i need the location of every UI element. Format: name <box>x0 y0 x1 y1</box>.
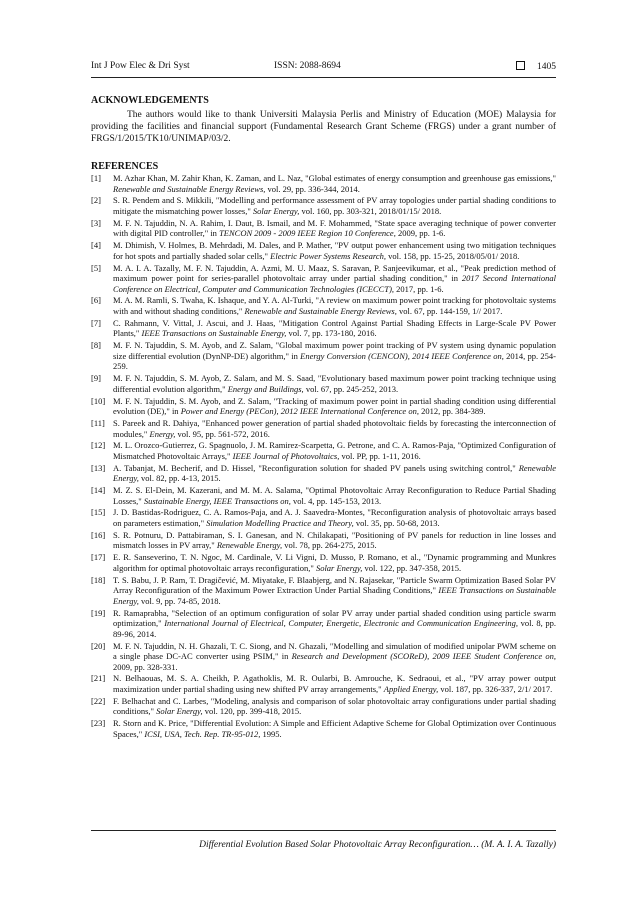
reference-item <box>91 641 556 673</box>
reference-details: vol. 7, pp. 173-180, 2016. <box>286 328 377 339</box>
reference-details: vol. 67, pp. 144-159, 1// 2017. <box>396 306 503 317</box>
reference-details: vol. PP, pp. 1-11, 2016. <box>339 450 421 461</box>
reference-number: [19] <box>91 607 106 618</box>
reference-number: [1] <box>91 173 101 183</box>
acknowledgements-heading: ACKNOWLEDGEMENTS <box>91 95 209 106</box>
reference-venue: Simulation Modelling Practice and Theory, <box>206 518 354 529</box>
reference-venue: IEEE Transactions on Sustainable Energy, <box>113 585 556 606</box>
reference-details: vol. 29, pp. 336-344, 2014. <box>265 183 360 194</box>
reference-item <box>91 318 556 339</box>
reference-item <box>91 552 556 573</box>
reference-item <box>91 608 556 640</box>
references-heading: REFERENCES <box>91 161 159 172</box>
checkbox-icon <box>516 61 525 70</box>
reference-number: [9] <box>91 373 101 384</box>
reference-venue: Energy Conversion (CENCON), 2014 IEEE Conference on <box>300 350 502 361</box>
page-header <box>91 61 556 75</box>
reference-details: vol. 9, pp. 74-85, 2018. <box>138 595 221 606</box>
reference-text: M. F. N. Tajuddin, S. M. Ayob, and Z. Salam, "Tracking of maximum power point in partial shading condition using differential evolution (DE)," in <box>113 395 556 417</box>
reference-details: vol. 120, pp. 399-418, 2015. <box>202 706 302 717</box>
reference-item <box>91 485 556 506</box>
reference-text: M. F. N. Tajuddin, N. A. Rahim, I. Daut, B. Ismail, and M. F. Mohammed, "State space averaging technique of power converter with digital PID controller," in <box>113 217 556 239</box>
page-number: 1405 <box>537 62 556 72</box>
reference-number: [5] <box>91 262 101 273</box>
reference-text: A. Tabanjat, M. Becherif, and D. Hissel, "Reconfiguration solution for shaded PV panels using switching control," <box>113 462 519 473</box>
reference-text: M. F. N. Tajuddin, S. M. Ayob, Z. Salam, and M. S. Saad, "Evolutionary based maximum power point tracking technique using differential evolution algorithm," <box>113 373 556 394</box>
reference-text: F. Belhachat and C. Larbes, "Modeling, analysis and comparison of solar photovoltaic array configurations under partial shading conditions," <box>113 695 556 717</box>
reference-venue: Solar Energy, <box>252 205 300 216</box>
reference-details: vol. 160, pp. 303-321, 2018/01/15/ 2018. <box>299 205 442 216</box>
reference-details: vol. 122, pp. 347-358, 2015. <box>362 562 462 573</box>
reference-number: [3] <box>91 217 101 228</box>
acknowledgements-text: The authors would like to thank Universiti Malaysia Perlis and Ministry of Education (MOE) Malaysia for providing the facilities and financial support (Fundamental Research Grant Scheme (FRGS) under a grant number of FRGS/1/2015/TK10/UNIMAP/03/2. <box>91 110 556 144</box>
reference-number: [21] <box>91 673 106 684</box>
reference-venue: Sustainable Energy, IEEE Transactions on, <box>143 495 291 506</box>
reference-text: M. L. Orozco-Gutierrez, G. Spagnuolo, J. M. Ramirez-Scarpetta, G. Petrone, and C. A. Ramos-Paja, "Optimized Configuration of Mismatched Photovoltaic Arrays," <box>113 440 556 461</box>
reference-venue: Renewable Energy, <box>113 462 556 484</box>
reference-venue: Renewable and Sustainable Energy Reviews, <box>113 183 266 194</box>
reference-number: [7] <box>91 317 101 328</box>
reference-text: M. A. M. Ramli, S. Twaha, K. Ishaque, and Y. A. Al-Turki, "A review on maximum power point tracking for photovoltaic systems with and without shading conditions," <box>113 295 556 317</box>
reference-details: vol. 4, pp. 145-153, 2013. <box>290 495 382 506</box>
reference-item <box>91 373 556 394</box>
reference-number: [20] <box>91 640 106 651</box>
reference-details: vol. 35, pp. 50-68, 2013. <box>353 518 440 529</box>
reference-number: [18] <box>91 574 106 585</box>
reference-venue: Research and Development (SCOReD), 2009 IEEE Student Conference on <box>291 651 554 662</box>
reference-item <box>91 295 556 316</box>
reference-details: vol. 78, pp. 264-275, 2015. <box>282 540 377 551</box>
reference-item <box>91 673 556 694</box>
reference-number: [11] <box>91 417 105 428</box>
reference-text: N. Belhaouas, M. S. A. Cheikh, P. Agathoklis, M. R. Oularbi, B. Amrouche, K. Sedraoui, et al., "PV array power output maximization under partial shading using new shifted PV array arrangements," <box>113 673 556 695</box>
reference-text: J. D. Bastidas-Rodriguez, C. A. Ramos-Paja, and A. J. Saavedra-Montes, "Reconfiguration analysis of photovoltaic arrays based on parameters estimation," <box>113 507 556 529</box>
reference-details: vol. 82, pp. 4-13, 2015. <box>138 473 221 484</box>
reference-item <box>91 195 556 216</box>
reference-venue: Electric Power Systems Research, <box>270 250 386 261</box>
reference-details: vol. 187, pp. 326-337, 2/1/ 2017. <box>438 684 553 695</box>
reference-item <box>91 507 556 528</box>
reference-number: [12] <box>91 440 106 451</box>
reference-venue: Power and Energy (PECon), 2012 IEEE International Conference on <box>180 406 417 417</box>
reference-number: [23] <box>91 718 106 729</box>
reference-venue: International Journal of Electrical, Computer, Energetic, Electronic and Communication Engineering, <box>164 618 519 629</box>
reference-number: [22] <box>91 695 106 706</box>
reference-details: , 2012, pp. 384-389. <box>416 406 486 417</box>
reference-venue: Solar Energy, <box>156 706 203 717</box>
reference-item <box>91 440 556 461</box>
reference-venue: IEEE Journal of Photovoltaics, <box>232 450 340 461</box>
reference-number: [15] <box>91 507 106 518</box>
reference-number: [14] <box>91 485 106 496</box>
reference-venue: Energy, <box>149 428 176 439</box>
reference-item <box>91 263 556 295</box>
reference-details: 1995. <box>260 728 282 739</box>
reference-text: M. A. I. A. Tazally, M. F. N. Tajuddin, A. Azmi, M. U. Maaz, S. Saravan, P. Sanjeevikumar, et al., "Peak prediction method of maximum power point for series-parallel photovoltaic array under partial shading condition," in <box>113 262 556 284</box>
reference-details: , 2017, pp. 1-6. <box>391 283 444 294</box>
page-number-block <box>516 61 556 72</box>
reference-item <box>91 396 556 417</box>
reference-text: M. F. N. Tajuddin, N. H. Ghazali, T. C. Siong, and N. Ghazali, "Modelling and simulation of modified unipolar PWM scheme on a single phase DC-AC converter using PSIM," in <box>113 640 556 662</box>
reference-text: M. Azhar Khan, M. Zahir Khan, K. Zaman, and L. Naz, "Global estimates of energy consumption and greenhouse gas emissions," <box>113 173 556 183</box>
reference-details: vol. 95, pp. 561-572, 2016. <box>175 428 270 439</box>
reference-venue: TENCON 2009 - 2009 IEEE Region 10 Conference <box>219 228 394 239</box>
reference-item <box>91 340 556 372</box>
reference-text: R. Storn and K. Price, "Differential Evolution: A Simple and Efficient Adaptive Scheme for Global Optimization over Continuous Spaces," <box>113 718 556 739</box>
reference-venue: Renewable Energy, <box>216 540 283 551</box>
reference-venue: Renewable and Sustainable Energy Reviews, <box>244 306 397 317</box>
reference-text: R. Ramaprabha, "Selection of an optimum configuration of solar PV array under partial shaded condition using particle swarm optimization," <box>113 607 556 629</box>
reference-details: vol. 67, pp. 245-252, 2013. <box>303 383 399 394</box>
reference-details: , 2009, pp. 1-6. <box>393 228 446 239</box>
reference-text: M. F. N. Tajuddin, S. M. Ayob, and Z. Salam, "Global maximum power point tracking of PV system using dynamic population size differential evolution (DynNP-DE) algorithm," in <box>113 340 556 361</box>
header-divider <box>91 77 556 78</box>
reference-details: vol. 158, pp. 15-25, 2018/05/01/ 2018. <box>385 250 520 261</box>
reference-number: [13] <box>91 462 106 473</box>
reference-venue: ICSI, USA, Tech. Rep. TR-95-012, <box>144 728 261 739</box>
reference-text: S. R. Potnuru, D. Pattabiraman, S. I. Ganesan, and N. Chilakapati, "Positioning of PV panels for reduction in line losses and mismatch losses in PV array," <box>113 529 556 551</box>
reference-number: [6] <box>91 295 101 306</box>
reference-item <box>91 463 556 484</box>
reference-number: [4] <box>91 240 101 251</box>
reference-number: [17] <box>91 552 106 563</box>
reference-item <box>91 218 556 239</box>
reference-item <box>91 418 556 439</box>
footer-divider <box>91 830 556 831</box>
reference-number: [8] <box>91 340 101 351</box>
reference-text: S. Pareek and R. Dahiya, "Enhanced power generation of partial shaded photovoltaic fields by forecasting the interconnection of modules," <box>113 417 556 439</box>
reference-list <box>91 173 556 741</box>
reference-details: , 2009, pp. 328-331. <box>113 651 556 672</box>
reference-venue: IEEE Transactions on Sustainable Energy, <box>141 328 287 339</box>
reference-venue: Solar Energy, <box>315 562 363 573</box>
reference-number: [16] <box>91 529 106 540</box>
reference-venue: Applied Energy, <box>383 684 439 695</box>
reference-item <box>91 530 556 551</box>
reference-text: E. R. Sanseverino, T. N. Ngoc, M. Cardinale, V. Li Vigni, D. Musso, P. Romano, et al., "Dynamic programming and Munkres algorithm for optimal photovoltaic arrays reconfiguration," <box>113 552 556 573</box>
reference-details: , 2014, pp. 254-259. <box>113 350 556 372</box>
reference-text: S. R. Pendem and S. Mikkili, "Modelling and performance assessment of PV array topologies under partial shading conditions to mitigate the mismatching power losses," <box>113 195 556 216</box>
reference-number: [10] <box>91 395 106 406</box>
reference-text: M. Dhimish, V. Holmes, B. Mehrdadi, M. Dales, and P. Mather, "PV output power enhancement using two mitigation techniques for hot spots and partially shaded solar cells," <box>113 240 556 261</box>
reference-item <box>91 575 556 607</box>
reference-text: C. Rahmann, V. Vittal, J. Ascui, and J. Haas, "Mitigation Control Against Partial Shading Effects in Large-Scale PV Power Plants," <box>113 317 556 339</box>
reference-number: [2] <box>91 195 101 206</box>
reference-item <box>91 173 556 194</box>
reference-item <box>91 240 556 261</box>
reference-details: vol. 8, pp. 89-96, 2014. <box>113 618 556 639</box>
reference-item <box>91 718 556 739</box>
reference-venue: Energy and Buildings, <box>227 383 304 394</box>
reference-venue: 2017 Second International Conference on Electrical, Computer and Communication Technologies (ICECCT) <box>113 273 557 294</box>
journal-name: Int J Pow Elec & Dri Syst <box>91 61 190 71</box>
page-footer: Differential Evolution Based Solar Photovoltaic Array Reconfiguration… (M. A. I. A. Tazally) <box>199 840 556 850</box>
reference-text: T. S. Babu, J. P. Ram, T. Dragičević, M. Miyatake, F. Blaabjerg, and N. Rajasekar, "Particle Swarm Optimization Based Solar PV Array Reconfiguration of the Maximum Power Extraction Under Partial Shading Conditions," <box>113 574 556 596</box>
reference-text: M. Z. S. El-Dein, M. Kazerani, and M. M. A. Salama, "Optimal Photovoltaic Array Reconfiguration to Reduce Partial Shading Losses," <box>113 485 556 506</box>
reference-item <box>91 696 556 717</box>
issn: ISSN: 2088-8694 <box>274 61 341 71</box>
